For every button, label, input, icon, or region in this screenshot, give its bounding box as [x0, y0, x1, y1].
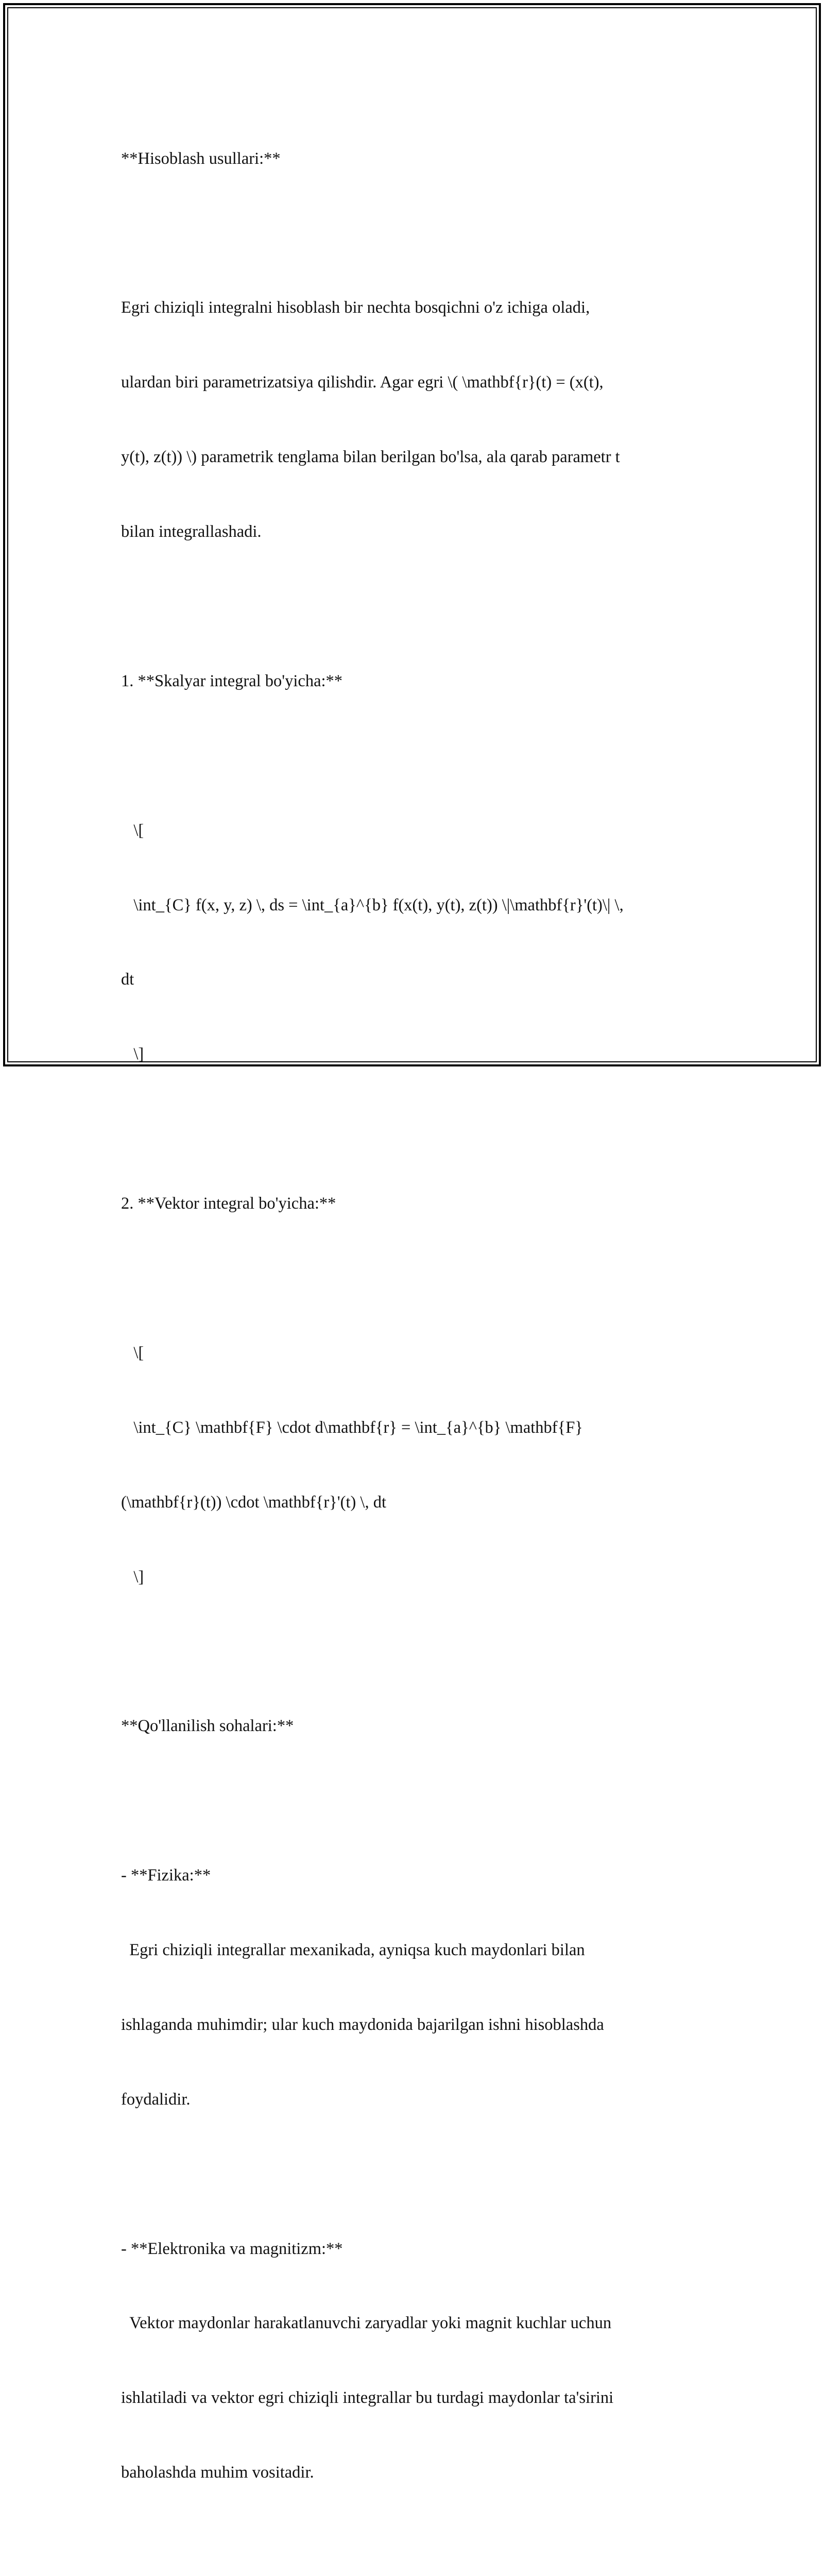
- list-item-skalyar-integral: 1. **Skalyar integral bo'yicha:**: [121, 671, 343, 690]
- blank-line: [121, 1788, 698, 1813]
- paragraph-line: foydalidir.: [121, 2090, 191, 2109]
- formula-line: dt: [121, 970, 134, 989]
- bullet-fizika: - **Fizika:**: [121, 1866, 211, 1885]
- paragraph-line: y(t), z(t)) \) parametrik tenglama bilan berilgan bo'lsa, ala qarab parametr t: [121, 448, 620, 467]
- formula-line: (\mathbf{r}(t)) \cdot \mathbf{r}'(t) \, dt: [121, 1493, 386, 1512]
- paragraph-line: ulardan biri parametrizatsiya qilishdir. Agar egri \( \mathbf{r}(t) = (x(t),: [121, 373, 604, 392]
- blank-line: [121, 1266, 698, 1291]
- list-item-vektor-integral: 2. **Vektor integral bo'yicha:**: [121, 1194, 336, 1213]
- document-body: [121, 96, 698, 2576]
- paragraph-line: Vektor maydonlar harakatlanuvchi zaryadlar yoki magnit kuchlar uchun: [121, 2314, 612, 2333]
- paragraph-line: Egri chiziqli integrallar mexanikada, ayniqsa kuch maydonlari bilan: [121, 1940, 585, 1959]
- blank-line: [121, 221, 698, 245]
- blank-line: [121, 1116, 698, 1141]
- paragraph-line: ishlaganda muhimdir; ular kuch maydonida bajarilgan ishni hisoblashda: [121, 2015, 604, 2034]
- blank-line: [121, 1639, 698, 1664]
- blank-line: [121, 594, 698, 619]
- heading-hisoblash-usullari: **Hisoblash usullari:**: [121, 149, 281, 168]
- formula-line: \]: [121, 1045, 144, 1064]
- paragraph-line: ishlatiladi va vektor egri chiziqli integrallar bu turdagi maydonlar ta'sirini: [121, 2388, 614, 2408]
- formula-line: \int_{C} f(x, y, z) \, ds = \int_{a}^{b} f(x(t), y(t), z(t)) \|\mathbf{r}'(t)\| \,: [121, 895, 624, 914]
- formula-line: \]: [121, 1567, 144, 1586]
- formula-line: \[: [121, 821, 144, 840]
- formula-line: \[: [121, 1343, 144, 1362]
- paragraph-line: bilan integrallashadi.: [121, 522, 262, 541]
- heading-qollanilish-sohalari: **Qo'llanilish sohalari:**: [121, 1717, 294, 1736]
- paragraph-line: baholashda muhim vositadir.: [121, 2463, 314, 2482]
- bullet-elektronika: - **Elektronika va magnitizm:**: [121, 2239, 343, 2258]
- blank-line: [121, 2535, 698, 2560]
- paragraph-line: Egri chiziqli integralni hisoblash bir nechta bosqichni o'z ichiga oladi,: [121, 298, 590, 317]
- blank-line: [121, 743, 698, 768]
- formula-line: \int_{C} \mathbf{F} \cdot d\mathbf{r} = \int_{a}^{b} \mathbf{F}: [121, 1418, 583, 1437]
- blank-line: [121, 2162, 698, 2187]
